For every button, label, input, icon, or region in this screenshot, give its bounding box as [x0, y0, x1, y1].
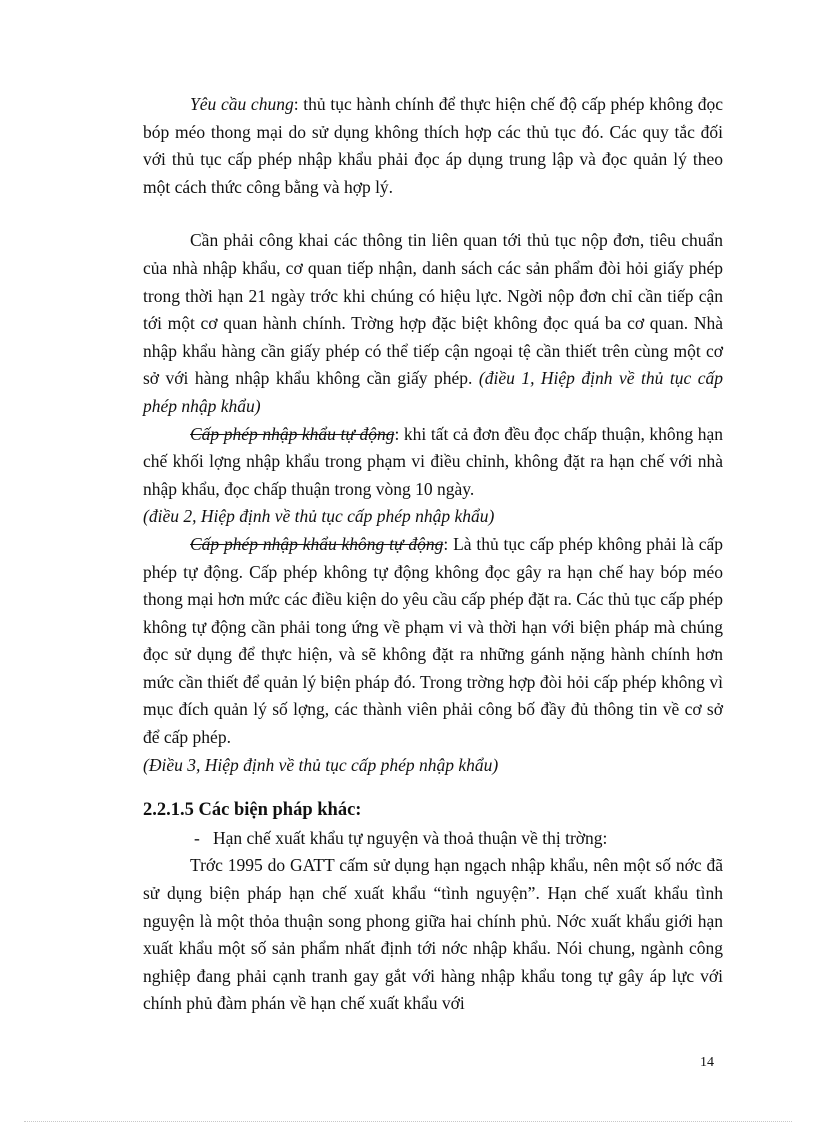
document-page	[143, 91, 723, 1018]
bullet-dash: -	[194, 827, 200, 848]
page-number: 14	[700, 1055, 714, 1070]
paragraph-publication	[143, 227, 723, 420]
non-automatic-licensing-lead: Cấp phép nhập khẩu không tự động	[190, 533, 444, 554]
section-heading: 2.2.1.5 Các biện pháp khác:	[143, 800, 362, 821]
paragraph-voluntary-export-restraints: Trớc 1995 do GATT cấm sử dụng hạn ngạch nhập khẩu, nên một số nớc đã sử dụng biện pháp hạn chế xuất khẩu “tình nguyện”. Hạn chế xuất khẩu tình nguyện là một thỏa thuận song phong giữa hai chính phủ. Nớc xuất khẩu giới hạn xuất khẩu một số sản phẩm nhất định tới nớc nhập khẩu. Nói chung, ngành công nghiệp đang phải cạnh tranh gay gắt với hàng nhập khẩu tong tự gây áp lực với chính phủ đàm phán về hạn chế xuất khẩu với	[143, 855, 723, 1014]
general-requirements-text: : thủ tục hành chính để thực hiện chế độ cấp phép không đọc bóp méo thong mại do sử dụng không thích hợp các thủ tục đó. Các quy tắc đối với thủ tục cấp phép nhập khẩu phải đọc áp dụng trung lập và đọc quản lý theo một cách thức công bằng và hợp lý.	[143, 94, 723, 197]
bullet-item	[143, 825, 723, 853]
paragraph-general-requirements	[143, 91, 723, 201]
article-2-reference: (điều 2, Hiệp định về thủ tục cấp phép nhập khẩu)	[143, 506, 495, 527]
non-automatic-licensing-text: : Là thủ tục cấp phép không phải là cấp phép tự động. Cấp phép không tự động không đọc gây ra hạn chế hay bóp méo thong mại hơn mức các điều kiện do yêu cầu cấp phép đặt ra. Các thủ tục cấp phép không tự động cần phải tong ứng về phạm vi và thời hạn với biện pháp mà chúng đọc sử dụng để thực hiện, và sẽ không đặt ra những gánh nặng hành chính hơn mức cần thiết để quản lý biện pháp đó. Trong trờng hợp đòi hỏi cấp phép không vì mục đích quản lý số lợng, các thành viên phải công bố đầy đủ thông tin về cơ sở để cấp phép.	[143, 533, 724, 748]
publication-text: Cần phải công khai các thông tin liên quan tới thủ tục nộp đơn, tiêu chuẩn của nhà nhập khẩu, cơ quan tiếp nhận, danh sách các sản phẩm đòi hỏi giấy phép trong thời hạn 21 ngày trớc khi chúng có hiệu lực. Ngời nộp đơn chỉ cần tiếp cận tới một cơ quan hành chính. Trờng hợp đặc biệt không đọc quá ba cơ quan. Nhà nhập khẩu hàng cần giấy phép có thể tiếp cận ngoại tệ cần thiết trên cùng một cơ sở với hàng nhập khẩu không cần giấy phép.	[143, 230, 723, 389]
automatic-licensing-lead: Cấp phép nhập khẩu tự động	[190, 423, 395, 444]
article-3-reference: (Điều 3, Hiệp định về thủ tục cấp phép nhập khẩu)	[143, 754, 499, 775]
automatic-licensing-text: : khi tất cả đơn đều đọc chấp thuận, không hạn chế khối lợng nhập khẩu trong phạm vi điều chỉnh, không đặt ra hạn chế với nhà nhập khẩu, đọc chấp thuận trong vòng 10 ngày.	[143, 423, 723, 499]
bottom-divider	[24, 1121, 792, 1122]
article-1-reference: (điều 1, Hiệp định về thủ tục cấp phép nhập khẩu)	[143, 368, 723, 416]
paragraph-non-automatic-licensing	[143, 531, 723, 752]
bullet-text: Hạn chế xuất khẩu tự nguyện và thoả thuận về thị trờng:	[213, 827, 608, 848]
general-requirements-lead: Yêu cầu chung	[190, 94, 294, 114]
paragraph-automatic-licensing	[143, 421, 723, 504]
